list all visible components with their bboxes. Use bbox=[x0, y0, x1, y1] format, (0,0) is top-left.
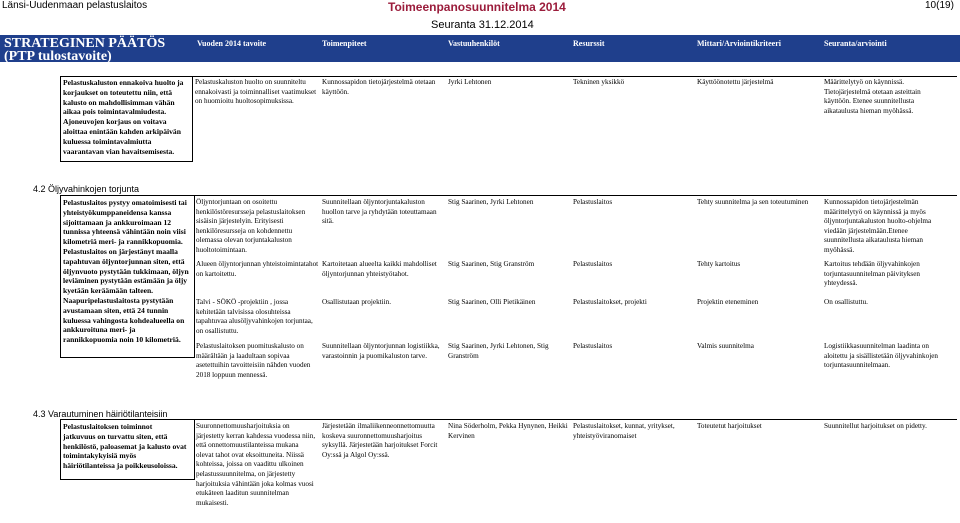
header-responsible: Vastuuhenkilöt bbox=[448, 39, 500, 48]
s2-measure-1: Suunnitellaan öljyntorjuntakaluston huollon tarve ja ryhdytään toteuttamaan sitä. bbox=[322, 198, 437, 226]
section-heading-oil-spill: 4.2 Öljyvahinkojen torjunta bbox=[33, 184, 140, 194]
s2-followup-3: On osallistuttu. bbox=[824, 298, 868, 306]
s2-metric-3: Projektin eteneminen bbox=[697, 298, 759, 306]
s1-followup: Määrittelytyö on käynnissä. Tietojärjestelmä otetaan asteittain käyttöön. Etenee suunnitellusta aikataulusta hieman myöhässä. bbox=[824, 78, 921, 115]
s2-followup-2: Kartoitus tehdään öljyvahinkojen torjuntasuunnitelman päivityksen yhteydessä. bbox=[824, 260, 921, 288]
s2-measure-2: Kartoitetaan alueelta kaikki mahdolliset öljyntorjunnan yhteistyötahot. bbox=[322, 260, 437, 278]
row2-divider bbox=[194, 195, 195, 357]
s1-responsible: Jyrki Lehtonen bbox=[448, 78, 492, 86]
s2-metric-1: Tehty suunnitelma ja sen toteutuminen bbox=[697, 198, 809, 206]
s3-responsible: Nina Söderholm, Pekka Hynynen, Heikki Kervinen bbox=[448, 422, 568, 440]
s2-responsible-3: Stig Saarinen, Olli Pietikäinen bbox=[448, 298, 536, 306]
s1-measures: Kunnossapidon tietojärjestelmä otetaan käyttöön. bbox=[322, 78, 436, 96]
s2-goal-1: Öljyntorjuntaan on osoitettu henkilöstöresursseja pelastuslaitoksen sisäisin järjestelyin. Erityisesti henkilöresursseja on kohdennettu olemassa olevan torjuntakaluston huoltotoimintaan. bbox=[196, 198, 306, 254]
row2-bottom-border bbox=[60, 357, 195, 358]
row3-bottom-border bbox=[60, 479, 195, 480]
row1-left-border bbox=[60, 76, 61, 161]
s2-goal-4: Pelastuslaitoksen puomituskalusto on määrältään ja laadultaan sopivaa asetettuihin tavoitteisiin nähden vuoden 2018 loppuun mennessä. bbox=[196, 342, 311, 379]
s2-followup-1: Kunnossapidon tietojärjestelmän määrittelytyö on käynnissä ja myös öljyntorjuntakaluston huolto-ohjelma viedään järjestelmään.Etenee suunnitellusta aikataulusta hieman myöhässä. bbox=[824, 198, 932, 254]
s2-metric-4: Valmis suunnitelma bbox=[697, 342, 754, 350]
s3-followup: Suunnitellut harjoitukset on pidetty. bbox=[824, 422, 927, 430]
row3-left-border bbox=[60, 419, 61, 479]
row1-bottom-border bbox=[60, 161, 193, 162]
s2-measure-4: Suunnitellaan öljyntorjunnan logistiikka, varastoinnin ja puomikaluston tarve. bbox=[322, 342, 440, 360]
s2-resources-3: Pelastuslaitokset, projekti bbox=[573, 298, 647, 306]
s3-metric: Toteutetut harjoitukset bbox=[697, 422, 762, 430]
s2-responsible-1: Stig Saarinen, Jyrki Lehtonen bbox=[448, 198, 534, 206]
s2-responsible-2: Stig Saarinen, Stig Granström bbox=[448, 260, 535, 268]
header-goal: Vuoden 2014 tavoite bbox=[197, 39, 267, 48]
s2-responsible-4: Stig Saarinen, Jyrki Lehtonen, Stig Granström bbox=[448, 342, 549, 360]
row3-divider bbox=[194, 419, 195, 479]
document-title: Toimeenpanosuunnitelma 2014 bbox=[388, 0, 566, 14]
s3-strategic: Pelastuslaitoksen toiminnot jatkuvuus on turvattu siten, että henkilöstö, paloasemat ja kalusto ovat toimintakykyisiä myös häiriötilanteissa ja poikkeusoloissa. bbox=[63, 422, 187, 471]
header-metric: Mittari/Arviointikriteeri bbox=[697, 39, 781, 48]
row2-left-border bbox=[60, 195, 61, 357]
s2-goal-3: Talvi - SÖKÖ -projektiin , jossa kehitetään talvisissa olosuhteissa tapahtuvaa alusöljyvahinkojen torjuntaa, on osallistuttu. bbox=[196, 298, 313, 335]
header-followup: Seuranta/arviointi bbox=[824, 39, 887, 48]
s2-goal-2: Alueen öljyntorjunnan yhteistoimintatahot on kartoitettu. bbox=[196, 260, 319, 278]
s2-followup-4: Logistiikkasuunnitelman laadinta on aloitettu ja sisällistetään öljyvahinkojen torjuntasuunnitelmaan. bbox=[824, 342, 938, 370]
row1-top-border bbox=[60, 76, 957, 77]
s1-goal: Pelastuskaluston huolto on suunniteltu ennakoivasti ja toiminnalliset vaatimukset on huomioitu huoltosopimuksissa. bbox=[195, 78, 317, 106]
s2-resources-2: Pelastuslaitos bbox=[573, 260, 613, 268]
s2-resources-1: Pelastuslaitos bbox=[573, 198, 613, 206]
header-strategic-decision: STRATEGINEN PÄÄTÖS (PTP tulostavoite) bbox=[4, 36, 166, 64]
s2-strategic: Pelastuslaitos pystyy omatoimisesti tai yhteistyökumppaneidensa kanssa sijoittamaan ja ankkuroimaan 12 tunnissa yhteensä vähintään noin viisi kilometriä meri- ja rannikkopuomia. Pelastuslaitos on järjestänyt maalla tapahtuvan öljyntorjunnan siten, että öljynvuoto pystytään tukkimaan, öljyn leviäminen pystytään estämään ja öljy kyetään keräämään talteen. Naapuripelastuslaitosta pystytään avustamaan siten, että 24 tunnin kuluessa vahingosta kohdealueella on ankkuroituna meri- ja rannikkopuomia noin 10 kilometriä. bbox=[63, 198, 189, 345]
table-header bbox=[0, 35, 960, 62]
s3-measures: Järjestetään ilmaliikenneonnettomuutta koskeva suuronnettomuusharjoitus syksyllä. Järjestetään harjoitukset Forcit Oy:ssä ja Algol Oy:ssä. bbox=[322, 422, 438, 459]
row1-divider bbox=[192, 76, 193, 161]
s3-goal: Suuronnettomuusharjoituksia on järjestetty kerran kahdessa vuodessa niin, että onnettomuustilanteissa mukana olevat tahot ovat eksoittuneita. Niissä kohteissa, joissa on vaadittu ulkoinen pelastussuunnitelma, on järjestetty harjoituksia vähintään joka kolmas vuosi etukäteen laaditun suunnitelman mukaisesti. bbox=[196, 422, 316, 507]
page-number: 10(19) bbox=[925, 0, 954, 11]
s1-resources: Tekninen yksikkö bbox=[573, 78, 625, 86]
followup-date: Seuranta 31.12.2014 bbox=[431, 19, 534, 31]
s2-metric-2: Tehty kartoitus bbox=[697, 260, 741, 268]
header-resources: Resurssit bbox=[573, 39, 605, 48]
org-name: Länsi-Uudenmaan pelastuslaitos bbox=[2, 0, 148, 11]
s1-strategic: Pelastuskaluston ennakoiva huolto ja korjaukset on toteutettu niin, että kalusto on mahdollisimman vähän aikaa pois toimintavalmiudesta. Ajoneuvojen korjaus on voitava aloittaa enintään kahden arkipäivän kuluessa toimintavalmiutta vaarantavan vian havaitsemisesta. bbox=[63, 78, 184, 156]
s3-resources: Pelastuslaitokset, kunnat, yritykset, yhteistyöviranomaiset bbox=[573, 422, 675, 440]
section-heading-disruptions: 4.3 Varautuminen häiriötilanteisiin bbox=[33, 409, 168, 419]
s1-metric: Käyttöönotettu järjestelmä bbox=[697, 78, 774, 86]
header-measures: Toimenpiteet bbox=[322, 39, 367, 48]
s2-measure-3: Osallistutaan projektiin. bbox=[322, 298, 392, 306]
s2-resources-4: Pelastuslaitos bbox=[573, 342, 613, 350]
